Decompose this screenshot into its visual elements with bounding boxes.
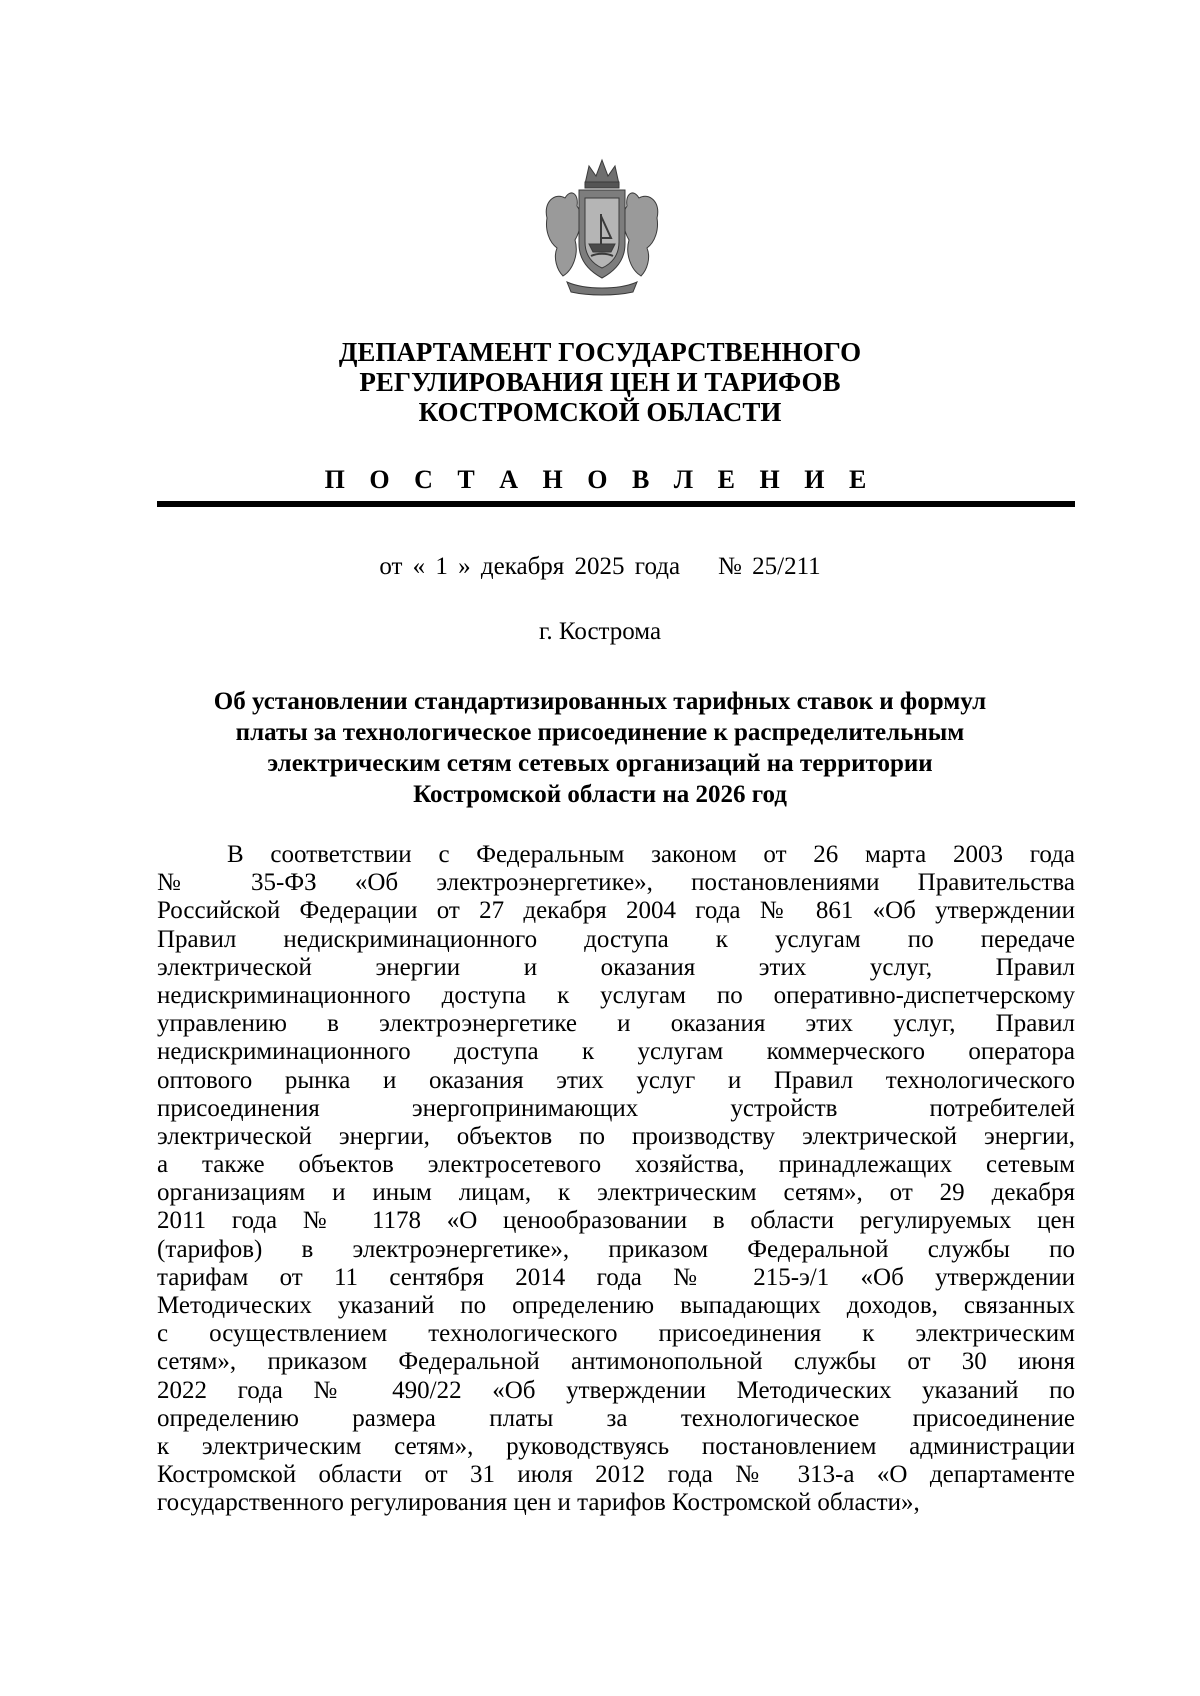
body-line: недискриминационного доступа к услугам по оперативно-диспетчерскому: [157, 981, 1075, 1009]
coat-of-arms-emblem: [541, 158, 663, 296]
body-line: определению размера платы за технологическое присоединение: [157, 1404, 1075, 1432]
document-city: г. Кострома: [538, 618, 662, 645]
body-line: управлению в электроэнергетике и оказания этих услуг, Правил: [157, 1010, 1075, 1038]
body-paragraph: [157, 841, 1075, 1518]
body-line: к электрическим сетям», руководствуясь постановлением администрации: [157, 1432, 1075, 1460]
body-line: 2011 года № 1178 «О ценообразовании в области регулируемых цен: [157, 1207, 1075, 1235]
body-line: Правил недискриминационного доступа к услугам по передаче: [157, 925, 1075, 953]
department-line: ДЕПАРТАМЕНТ ГОСУДАРСТВЕННОГО: [338, 337, 862, 367]
title-line: платы за технологическое присоединение к распределительным: [235, 719, 965, 746]
body-line: недискриминационного доступа к услугам коммерческого оператора: [157, 1038, 1075, 1066]
body-line: а также объектов электросетевого хозяйства, принадлежащих сетевым: [157, 1151, 1075, 1179]
document-title: [150, 686, 1050, 810]
body-line: электрической энергии, объектов по производству электрической энергии,: [157, 1122, 1075, 1150]
title-line: Об установлении стандартизированных тарифных ставок и формул: [213, 688, 987, 715]
body-line: оптового рынка и оказания этих услуг и Правил технологического: [157, 1066, 1075, 1094]
title-line: Костромской области на 2026 год: [413, 781, 787, 808]
department-line: РЕГУЛИРОВАНИЯ ЦЕН И ТАРИФОВ: [359, 367, 841, 397]
document-date-number: [300, 552, 900, 582]
header-divider: [157, 501, 1075, 507]
department-name: [150, 337, 1050, 427]
document-type-heading: П О С Т А Н О В Л Е Н И Е: [324, 465, 876, 494]
body-line: тарифам от 11 сентября 2014 года № 215-э/1 «Об утверждении: [157, 1263, 1075, 1291]
body-line: сетям», приказом Федеральной антимонопольной службы от 30 июня: [157, 1348, 1075, 1376]
title-line: электрическим сетям сетевых организаций на территории: [267, 750, 933, 777]
document-number: № 25/211: [718, 553, 821, 580]
body-line: В соответствии с Федеральным законом от 26 марта 2003 года: [227, 841, 1075, 868]
body-line: Методических указаний по определению выпадающих доходов, связанных: [157, 1292, 1075, 1319]
body-line: (тарифов) в электроэнергетике», приказом Федеральной службы по: [157, 1235, 1075, 1263]
body-line: государственного регулирования цен и тарифов Костромской области»,: [157, 1489, 920, 1517]
body-line: с осуществлением технологического присоединения к электрическим: [157, 1320, 1075, 1348]
body-line: № 35-ФЗ «Об электроэнергетике», постановлениями Правительства: [157, 869, 1075, 897]
body-line: 2022 года № 490/22 «Об утверждении Методических указаний по: [157, 1376, 1075, 1404]
body-line: Российской Федерации от 27 декабря 2004 года № 861 «Об утверждении: [157, 897, 1075, 925]
document-date: от « 1 » декабря 2025 года: [379, 553, 681, 580]
body-line: присоединения энергопринимающих устройств потребителей: [157, 1094, 1075, 1122]
department-line: КОСТРОМСКОЙ ОБЛАСТИ: [418, 397, 782, 427]
body-line: электрической энергии и оказания этих услуг, Правил: [157, 953, 1075, 981]
body-line: организациям и иным лицам, к электрическим сетям», от 29 декабря: [157, 1179, 1075, 1207]
body-line: Костромской области от 31 июля 2012 года № 313-а «О департаменте: [157, 1461, 1075, 1489]
